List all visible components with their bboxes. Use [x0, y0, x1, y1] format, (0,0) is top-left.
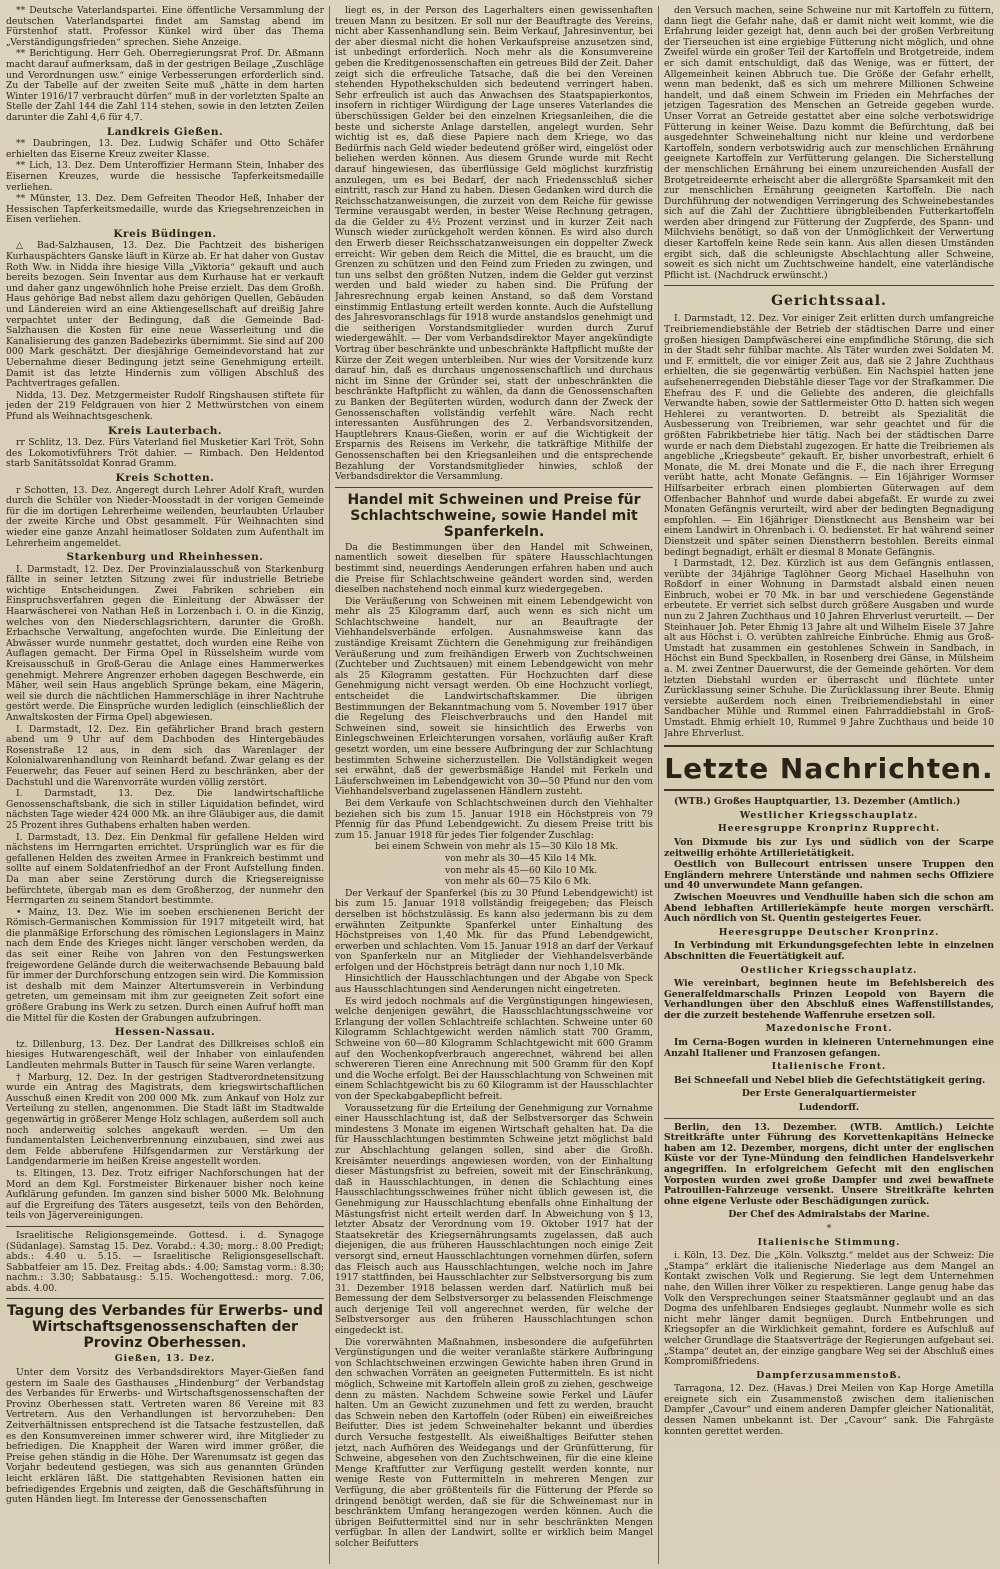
subheading-deutscher-kronprinz: Heeresgruppe Deutscher Kronprinz.: [718, 926, 940, 938]
article-verguenstigungen: Es wird jedoch nochmals auf die Vergünstigungen hingewiesen, welche denjenigen gewährt, die Hausschlachtungsschweine vor Erlangung der vollen Schlachtreife schlachten. Schweine unter 60 Kilogramm Schlachtgewicht werden nämlich statt 700 Gramm, Schweine von 60—80 Kilogramm Schlachtgewicht mit 600 Gramm auf den Wochenkopfverbrauch angerechnet, während bei allen schwereren Tieren eine Anrechnung mit 500 Gramm für den Kopf und die Woche erfolgt. Bei der Hausschlachtung von Schweinen mit einem Schlachtgewicht bis zu 60 Kilogramm ist der Hausschlachter von der Speckabgabepflicht befreit.: [335, 995, 653, 1102]
article-bad-salzhausen: △ Bad-Salzhausen, 13. Dez. Die Pachtzeit des bisherigen Kurhauspächters Ganske läuft in Kürze ab. Er hat daher von Gustav Roth Ww. in Nidda ihre hiesige Villa „Viktoria“ gekauft und auch bereits bezogen. Sein Inventar aus dem Kurhause hat er verkauft und daher ganz ungewöhnlich hohe Preise erzielt. Das dem Großh. Haus gehörige Bad nebst allem dazu gehörigen Quellen, Gebäuden und Ländereien wird an eine Aktiengesellschaft auf dreißig Jahre verpachtet unter der Bedingung, daß die Gemeinde Bad-Salzhausen die Kosten für eine neue Wasserleitung und die Kanalisierung des ganzen Badebezirks übernimmt. Sie sind auf 200 000 Mark geschätzt. Der diesjährige Gemeindevorstand hat zur Uebernahme dieser Bedingung jetzt seine Genehmigung erteilt. Damit ist das letzte Hindernis zum völligen Abschluß des Pachtvertrages gefallen.: [6, 240, 324, 390]
article-schweine-continued: den Versuch machen, seine Schweine nur mit Kartoffeln zu füttern, dann liegt die Gefahr nahe, daß er damit nicht weit kommt, wie die Erfahrung leider gezeigt hat, denn auch bei der großen Verbreitung der Tierseuchen ist eine ergiebige Fütterung nicht möglich, und ohne Zweifel würde ein großer Teil der Kartoffeln und Brotgetreide, indem er sich damit entschuldigt, daß das Wenige, was er füttert, der Allgemeinheit keinen Abbruch tue. Die Größe der Gefahr erhellt, wenn man bedenkt, daß es sich um mehrere Millionen Schweine handelt, und daß einem Schwein im Frieden ein Mehrfaches der jetzigen Tagesration des Menschen an Getreide gegeben wurde. Unser Vorrat an Getreide gestattet aber eine solche verbotswidrige Fütterung in keiner Weise. Dazu kommt die Befürchtung, daß bei ausgedehnter Schweinehaltung nicht nur kleine und verdorbene Kartoffeln, sondern verbotswidrig auch zur menschlichen Ernährung geeignete Kartoffeln zur Verfütterung gelangen. Die Sicherstellung der menschlichen Ernährung bei einem unzureichenden Ausfall der Brotgetreideernte erheischt aber die allergrößte Sparsamkeit mit den zur menschlichen Ernährung geeigneten Kartoffeln. Die nach Durchführung der notwendigen Verringerung des Schweinebestandes sich auf die Zahl der Zuchttiere übrigbleibenden Futterkartoffeln werden aber dringend zur Fütterung der Zugpferde, des Spann- und Milchviehs benötigt, so daß von der Unmöglichkeit der Verwertung dieser Kartoffeln keine Rede sein kann. Aus allen diesen Umständen ergibt sich, daß die schleunigste Abschlachtung aller Schweine, soweit es sich nicht um Zuchtschweine handelt, eine vaterländische Pflicht ist. (Nachdruck erwünscht.): [664, 6, 994, 281]
subheading-italienische-front: Italienische Front.: [771, 1061, 887, 1073]
report-cerna: Im Cerna-Bogen wurden in kleineren Unternehmungen eine Anzahl Italiener und Franzosen gefangen.: [664, 1037, 994, 1059]
article-schweine-hoechstpreis: Bei dem Verkaufe von Schlachtschweinen durch den Viehhalter beziehen sich bis zum 15. Januar 1918 ein Höchstpreis von 79 Pfennig für das Pfund Lebendgewicht. Zu diesem Preise tritt bis zum 15. Januar 1918 für jedes Tier folgender Zuschlag:: [335, 797, 653, 841]
article-lich: ** Lich, 13. Dez. Dem Unteroffizier Hermann Stein, Inhaber des Eisernen Kreuzes, wurde die hessische Tapferkeitsmedaille verliehen.: [6, 160, 324, 193]
article-tagung-body: Unter dem Vorsitz des Verbandsdirektors Mayer-Gießen fand gestern im Saale des Gasthauses „Hindenburg“ der Verbandstag des Verbandes für Erwerbs- und Wirtschaftsgenossenschaften der Provinz Oberhessen statt. Vertreten waren 86 Vereine mit 83 Vertretern. Aus den Verhandlungen ist hervorzuheben: Den Zeitverhältnissen entsprechend ist die Tatsache festzustellen, daß es den Konsumvereinen immer schwerer wird, ihre Mitglieder zu befriedigen. Die Knappheit der Waren wird immer größer, die Preise gehen ständig in die Höhe. Der Warenumsatz ist gegen das Vorjahr bedeutend gestiegen, was sich aus genannten Gründen leicht erklären läßt. Die stattgehabten Revisionen hatten ein befriedigendes Ergebnis und zeigten, daß die Geschäftsführung in guten Händen liegt. Im Interesse der Genossenschaften: [6, 1367, 324, 1506]
article-schweine-intro: Da die Bestimmungen über den Handel mit Schweinen, namentlich soweit dieselben für spätere Hausschlachtungen bestimmt sind, neuerdings Aenderungen erfahren haben und auch die Preise für Schlachtschweine geändert worden sind, werden dieselben nachstehend noch einmal kurz wiedergegeben.: [335, 541, 653, 596]
article-schotten: r Schotten, 13. Dez. Angeregt durch Lehrer Adolf Kraft, wurden durch die Schüler von Nieder-Moosstadt in der vorigen Gemeinde für die im dortigen Lehrerheime weilenden, beurlaubten Urlauber der zweite Kirche und Obst gesammelt. Für Weihnachten sind wieder eine ganze Anzahl heimatloser Soldaten zum Aufenthalt im Lehrerheim angemeldet.: [6, 484, 324, 549]
article-marburg: † Marburg, 12. Dez. In der gestrigen Stadtverordnetensitzung wurde ein Antrag des Magistrats, dem kriegswirtschaftlichen Ausschuß einen Kredit von 200 000 Mk. zum Ankauf von Holz zur Verteilung zu stellen, angenommen. Die Stadt läßt im Stadtwalde gegenwärtig in größerer Menge Holz schlagen, außerdem soll auch noch anderweitig solches angekauft werden. — Um den fundamentalsten Leichenverbrennung einzubauen, sind zwei aus dem Felde abberufene Hilfsgendarmen zur Verstärkung der Landgendarmerie im heißen Kreise angestellt worden.: [6, 1071, 324, 1168]
article-darmstadt-4: I. Darmstadt, 13. Dez. Ein Denkmal für gefallene Helden wird nächstens im Herrngarten errichtet. Ursprünglich war es für die gefallenen Helden des zweiten Armee in Frankreich bestimmt und sollte auf einem Soldatenfriedhof an der Front Aufstellung finden. Da man aber seine Zerstörung durch die Kriegsereignisse befürchtete, übergab man es dem Großherzog, der nunmehr den Herrngarten zu seinem Standort bestimmte.: [6, 831, 324, 907]
report-dixmude: Von Dixmude bis zur Lys und südlich von der Scarpe zeitweilig erhöhte Artillerietätigkeit.: [664, 836, 994, 859]
signature-title: Der Erste Generalquartiermeister: [741, 1088, 917, 1100]
price-row-3: von mehr als 45—60 Kilo 10 Mk.: [445, 864, 598, 876]
divider: [335, 487, 653, 488]
column-right: [664, 6, 994, 1564]
article-eltingen: ts. Eltingen, 13. Dez. Trotz eifriger Nachforschungen hat der Mord an dem Kgl. Forstmeister Birkenauer bisher noch keine Aufklärung gefunden. Im ganzen sind bisher 5000 Mk. Belohnung auf die Ergreifung des Täters ausgesetzt, teils von den Behörden, teils von Jägervereinigungen.: [6, 1167, 324, 1222]
article-muenster: ** Münster, 13. Dez. Dem Gefreiten Theodor Heß, Inhaber der Hessischen Tapferkeitsmedaille, wurde das Kriegsehrenzeichen in Eisen verliehen.: [6, 193, 324, 226]
article-dillenburg: tz. Dillenburg, 13. Dez. Der Landrat des Dillkreises schloß ein hiesiges Hutwarengeschäft, weil der Inhaber von einlaufenden Landleuten mehrmals Butter in Tausch für seine Waren verlangte.: [6, 1038, 324, 1071]
subheading-westlicher: Westlicher Kriegsschauplatz.: [739, 809, 919, 821]
article-voraussetzung: Voraussetzung für die Erteilung der Genehmigung zur Vornahme einer Hausschlachtung ist, daß der Selbstversorger das Schwein mindestens 3 Monate im eigenen Wirtschaft gehalten hat. Da die für Hausschlachtungen bestimmten Schweine jetzt möglichst bald zur Abschlachtung gelangen sollen, sind aber die Großh. Kreisämter neuerdings angewiesen worden, von der Einhaltung dieser Mästungsfrist zu befreien, soweit mit der Einschränkung, daß in Hausschlachtungen, in denen die Schlachtung eines Hausschlachtungsschweines früher nicht üblich gewesen ist, die Genehmigung zur Hausschlachtung ebenfalls ohne Einhaltung der Mästungsfrist nicht erteilt werden darf. In Abweichung von § 13, letzter Absatz der Verordnung vom 19. Oktober 1917 hat der Staatsekretär des Kriegsernährungsamts zugelassen, daß auch diejenigen, die aus früheren Hausschlachtungen noch einige Zeit versorgt sind, erneut Hausschlachtungen vornehmen dürfen, sofern das Fleisch auch aus Hausschlachtungen, welche noch im Jahre 1917 stattfinden, bei Hausschlachter zur Selbstversorgung bis zum 31. Dezember 1918 belassen werden darf. Natürlich muß bei Bemessung der dem Selbstversorger zu belassenden Fleischmenge auch derjenige Teil voll angerechnet werden, für welche der Selbstversorger aus den früheren Hausschlachtungen schon eingedeckt ist.: [335, 1102, 653, 1337]
price-row-2: von mehr als 30—45 Kilo 14 Mk.: [445, 852, 598, 864]
subheading-dampferzusammenstoss: Dampferzusammenstoß.: [756, 1369, 902, 1381]
section-heading-kreis-lauterbach: Kreis Lauterbach.: [107, 424, 223, 437]
subheading-oestlicher: Oestlicher Kriegsschauplatz.: [740, 964, 918, 976]
article-vaterlandspartei: ** Deutsche Vaterlandspartei. Eine öffentliche Versammlung der deutschen Vaterlandspartei findet am Samstag abend im Fürstenhof statt. Professor Künkel wird über das Thema „Verständigungsfrieden“ sprechen. Siehe Anzeige.: [6, 6, 324, 48]
divider: [6, 1298, 324, 1299]
article-darmstadt-2: I. Darmstadt, 12. Dez. Ein gefährlicher Brand brach gestern abend um 9 Uhr auf dem Dachboden des Hintergebäudes Rosenstraße 12 aus, in dem sich das Warenlager der Kolonialwarenhandlung von Reinhardt befand. Zwar gelang es der Feuerwehr, das Feuer auf seinen Herd zu beschränken, aber der Dachstuhl und die Warenvorräte wurden völlig zerstört.: [6, 723, 324, 788]
article-berichtigung: ** Berichtigung. Herr Geh. Oberregierungsrat Prof. Dr. Aßmann macht darauf aufmerksam, daß in der gestrigen Beilage „Zuschläge und Verordnungen usw.“ einige Verbesserungen erforderlich sind. Zu der Tabelle auf der zweiten Seite muß „hätte in dem harten Winter 1916/17 verbraucht dürfen“ muß in der vorletzten Spalte an Stelle der Zahl 144 die Zahl 114 stehen, sowie in den letzten Zeilen darunter die Zahl 4,6 für 4,7.: [6, 48, 324, 123]
price-row-4: von mehr als 60—75 Kilo 6 Mk.: [445, 876, 592, 888]
wtb-dateline: (WTB.) Großes Hauptquartier, 13. Dezember (Amtlich.): [674, 796, 961, 808]
article-darmstadt-1: I. Darmstadt, 12. Dez. Der Provinzialausschuß von Starkenburg fällte in seiner letzten Sitzung zwei für industrielle Betriebe wichtige Entscheidungen. Zwei Fabriken schrieben ein Einspruchsverfahren gegen die Einleitung der Abwässer der Haarwäscherei von Nathan Heß in Lorzenbach i. O. in die Kinzig, welches von den Niederschlagsrichtern, darunter die Großh. Erbachsche Verwaltung, angefochten wurde. Die Einleitung der Abwässer wurde nunmehr gestattet, doch wurden eine Reihe von Auflagen gemacht. Der Firma Opel in Rüsselsheim wurde vom Kreisausschuß in Groß-Gerau die Anlage eines Hammerwerkes genehmigt. Mehrere Angrenzer erhoben dagegen Beschwerde, ein Mäher, weil sein Haus angeblich Sprünge bekam, eine Mägerin, weil sie durch die nächtlichen Hammerschläge in ihrer Nachtruhe gestört werde. Die Einsprüche wurden lediglich (einschließlich der Anwaltskosten der Firma Opel) abgewiesen.: [6, 563, 324, 723]
section-heading-starkenburg: Starkenburg und Rheinhessen.: [66, 551, 264, 564]
report-bullecourt: Oestlich von Bullecourt entrissen unsere Truppen den Engländern mehrere Unterstände und nahmen sechs Offiziere und 40 unverwundete Mann gefangen.: [664, 859, 994, 892]
religious-notice: Israelitische Religionsgemeinde. Gottesd. i. d. Synagoge (Südanlage). Samstag 15. Dez. Vorabd.: 4.30; morg.: 8.00 Predigt; abds.: 4.40 u. 5.15. — Israelitische Religionsgesellschaft. Sabbatfeier am 15. Dez. Freitag abds.: 4.00; Samstag vorm.: 8.30; nachm.: 3.30; Sabbatausg.: 5.15. Wochengottesd.: morg. 7.06, abds. 4.00.: [6, 1229, 324, 1294]
article-schlitz: rr Schlitz, 13. Dez. Fürs Vaterland fiel Musketier Karl Tröt, Sohn des Lokomotivführers Tröt dahier. — Rimbach. Den Heldentod starb Sanitätssoldat Konrad Gramm.: [6, 437, 324, 470]
section-heading-hessen-nassau: Hessen-Nassau.: [114, 1026, 216, 1039]
section-heading-kreis-buedingen: Kreis Büdingen.: [113, 227, 217, 240]
subheading-mazedonische: Mazedonische Front.: [765, 1023, 893, 1035]
report-waffenstillstand: Wie vereinbart, beginnen heute im Befehlsbereich des Generalfeldmarschalls Prinzen Leopold von Bayern die Verhandlungen über den Abschluß eines Waffenstillstandes, der die zurzeit bestehende Waffenruhe ersetzen soll.: [664, 978, 994, 1021]
divider: [664, 1118, 994, 1119]
article-spanferkel: Der Verkauf der Spanferkel (bis zu 30 Pfund Lebendgewicht) ist bis zum 15. Januar 1918 vollständig freigegeben; das Fleisch derselben ist höchstzulässig. Es kann also jedermann bis zu dem erwähnten Zeitpunkte Spanferkel unter Einhaltung des Höchstpreises von 1,40 Mk. für das Pfund Lebendgewicht, erwerben und schlachten. Vom 15. Januar 1918 an darf der Verkauf von Spanferkeln nur an Mitglieder der Viehhandelsverbände erfolgen und der Höchstpreis beträgt dann nur noch 1,10 Mk.: [335, 887, 653, 973]
article-gericht-2: I Darmstadt, 12. Dez. Kürzlich ist aus dem Gefängnis entlassen, verübte der 34jährige Taglöhner Georg Michael Haselhuhn von Roßdorf in einer Wohnung in Darmstadt alsbald einen neuen Einbruch, wobei er 70 Mk. in bar und verschiedene Gegenstände erbeutete. Er verriet sich selbst durch größere Ausgaben und wurde nun zu 2 Jahren Zuchthaus und 10 Jahren Ehrverlust verurteilt. — Der Steinhauer Joh. Peter Ehmig 13 Jahre alt und Wilhelm Eisele 37 Jahre alt aus Höchst i. O. verübten zahlreiche Einbrüche. Ehmig aus Groß-Umstadt hat zusammen ein gestohlenes Schwein in Sandbach, in Höchst ein Bund Speckballen, in Rosenberg drei Gänse, in Mülsheim a. M. zwei Zentner Dauerwurst, die der Gemeinde gehörten. Vor dem letzten Diebstahl wurden er überrascht und flüchtete unter Zurücklassung seiner Schuhe. Die Zurücklassung ihrer Beute. Ehmig versiebte außerdem noch einen Treibriemendiebstahl in einer Sandbacher Mühle und Rummel einen Fahrraddiebstahl in Groß-Umstadt. Ehmig erhielt 10, Rummel 9 Jahre Zuchthaus und beide 10 Jahre Ehrverlust.: [664, 558, 994, 739]
report-schneefall: Bei Schneefall und Nebel blieb die Gefechtstätigkeit gering.: [674, 1074, 986, 1086]
headline-handel-schweinen: Handel mit Schweinen und Preise für Schlachtschweine, sowie Handel mit Spanferkeln.: [347, 491, 641, 540]
article-nidda: Nidda, 13. Dez. Metzgermeister Rudolf Ringshausen stiftete für jeden der 219 Feldgrauen von hier 2 Mettwürstchen von einem Pfund als Weihnachtsgeschenk.: [6, 389, 324, 422]
column-left: [6, 6, 324, 1564]
column-rule: [658, 6, 659, 1564]
headline-letzte-nachrichten: Letzte Nachrichten.: [664, 752, 994, 786]
section-heading-gerichtssaal: Gerichtssaal.: [771, 293, 887, 310]
column-middle: [335, 6, 653, 1564]
dateline: Gießen, 13. Dez.: [114, 1353, 216, 1365]
article-daubringen: ** Daubringen, 13. Dez. Ludwig Schäfer und Otto Schäfer erhielten das Eiserne Kreuz zweiter Klasse.: [6, 138, 324, 160]
signature-name: Ludendorff.: [798, 1102, 860, 1114]
report-moeuvres: Zwischen Moeuvres und Vendhuille haben sich die schon am Abend lebhaften Artilleriekämpfe heute morgen verschärft. Auch nördlich von St. Quentin gesteigertes Feuer.: [664, 891, 994, 925]
article-mainz: • Mainz, 13. Dez. Wie im soeben erschienenen Bericht der Römisch-Germanischen Kommission für 1917 mitgeteilt wird, hat die planmäßige Erforschung des römischen Legionslagers in Mainz nach dem Ende des Krieges nicht länger verschoben werden, da das seit einer Reihe von Jahren von den Festungswerken freigewordene Gelände durch die weiterwachsende Bebauung bald für immer der Durchforschung entzogen sein wird. Die Kommission ist deshalb mit dem Mainzer Altertumsverein in Verbindung getreten, um gemeinsam mit ihm zur geeigneten Zeit sofort eine größere Grabung ins Werk zu setzen. Durch einen Aufruf hofft man die Mittel für die Kosten der Grabungen aufzubringen.: [6, 906, 324, 1024]
signature-admiralstab: Der Chef des Admiralstabs der Marine.: [728, 1209, 930, 1221]
star-separator: *: [826, 1222, 832, 1234]
divider: [6, 1226, 324, 1227]
article-hausschlachtungen: Hinsichtlich der Hausschlachtungen und der Abgabe von Speck aus Hausschlachtungen sind Aenderungen nicht eingetreten.: [335, 973, 653, 996]
divider: [664, 285, 994, 286]
report-erkundung: In Verbindung mit Erkundungsgefechten lebte in einzelnen Abschnitten die Feuertätigkeit auf.: [664, 940, 994, 962]
report-tarragona: Tarragona, 12. Dez. (Havas.) Drei Meilen von Kap Horge Ametilla ereignete sich ein Zusammenstoß zwischen dem italienischen Dampfer „Cavour“ und einem anderen Dampfer gleicher Nationalität, dessen Namen unbekannt ist. Der „Cavour“ sank. Die Fahrgäste konnten gerettet werden.: [664, 1383, 994, 1437]
section-heading-landkreis-giessen: Landkreis Gießen.: [106, 125, 224, 138]
report-berlin: Berlin, den 13. Dezember. (WTB. Amtlich.) Leichte Streitkräfte unter Führung des Korvettenkapitäns Heinecke haben am 12. Dezember, morgens, dicht unter der englischen Küste vor der Tyne-Mündung den feindlichen Handelsverkehr angegriffen. In erfolgreichem Gefecht mit den englischen Vorposten wurden zwei große Dampfer und zwei bewaffnete Patrouillen-Fahrzeuge versenkt. Unsere Streitkräfte kehrten ohne eigene Verluste oder Beschädigungen zurück.: [664, 1121, 994, 1207]
headline-tagung-verband: Tagung des Verbandes für Erwerbs- und Wirtschaftsgenossenschaften der Provinz Oberhessen.: [6, 1303, 324, 1352]
report-koeln: i. Köln, 13. Dez. Die „Köln. Volksztg.“ meldet aus der Schweiz: Die „Stampa“ erklärt die italienische Niederlage aus dem Mangel an Kontakt zwischen Volk und Regierung. Sie legt dem Unternehmen nahe, den Willen ihrer Völker zu respektieren. Lange genug habe das Volk den Versprechungen seiner Staatsmänner geglaubt und an das Dogma des unfehlbaren Endsieges geglaubt. Nunmehr wolle es sich nicht mehr länger damit begnügen. Durch Entbehrungen und Kriegsopfer an die Wirklichkeit gemahnt, fordere es Aufschluß auf welcher Grundlage die Staatsverträge der Regierungen aufgebaut sei. „Stampa“ deutet an, der einzige gangbare Weg sei der Abschluß eines Kompromißfriedens.: [664, 1250, 994, 1368]
price-row-1: bei einem Schwein von mehr als 15—30 Kilo 18 Mk.: [375, 841, 619, 853]
section-heading-kreis-schotten: Kreis Schotten.: [115, 471, 215, 484]
subheading-rupprecht: Heeresgruppe Kronprinz Rupprecht.: [717, 823, 941, 835]
column-rule: [329, 6, 330, 1564]
article-massnahmen: Die vorerwähnten Maßnahmen, insbesondere die aufgeführten Vergünstigungen und die weiter veranlaßte stärkere Aufbringung von Schlachtschweinen erzwingen Gewichte haben ihren Grund in den schwachen Vorräten an geeigneten Futtermitteln. Es ist nicht möglich, Schweine mit Kartoffeln allein groß zu ziehen, geschweige denn zu mästen. Nachdem Schweine sowie Ferkel und Läufer halten. Um an Gewicht zuzunehmen und fett zu werden, braucht das Schwein neben den Kartoffeln (oder Rüben) ein eiweißreiches Beifutter. Dies ist jedem Schweinehalter bekannt und überdies durch Versuche festgestellt. Als eiweißhaltiges Beifutter stehen jetzt, nach Aufhören des Weidegangs und der Grünfütterung, für Schweine, abgesehen von den Zuchtschweinen, für die eine kleine Menge Kraftfutter zur Verfügung gestellt werden konnte, nur wenige Reste von Futtermitteln in mehreren Mengen zur Verfügung, die aber größtenteils für die Fütterung der Pferde so dringend benötigt werden, daß sie für die Schweinemast nur in beschränktem Umfang herangezogen werden können. Auch die übrigen Beifuttermittel sind nur in sehr beschränkten Mengen verfügbar. In allen der Landwirt, sollte er wirklich beim Mangel solcher Beifutters: [335, 1336, 653, 1549]
article-tagung-continued: liegt es, in der Person des Lagerhalters einen gewissenhaften treuen Mann zu besitzen. Er soll nur der Beauftragte des Vereins, nicht aber Kassenhandlung sein. Beim Verkauf, Jahresinventur, bei der aber diesmal nicht die hohen Verkaufspreise anzusetzen sind, ist unbedingt erforderlich. Noch mehr als die Konsumvereine geben die Kreditgenossenschaften ein getreues Bild der Zeit. Daher zeigt sich die erfreuliche Tatsache, daß die bei den Vereinen stehenden Hypothekschulden sich bedeutend verringert haben. Sehr erfreulich ist auch das Anwachsen des Staatspapierkontos, insofern in richtiger Würdigung der Lage unseres Vaterlandes die überschüssigen Gelder bei den einzelnen Kriegsanleihen, die die beste und sicherste Anlage darstellen, angelegt wurden. Sehr wichtig ist es, daß diese Papiere nach dem Kriege, wo das Bedürfnis nach Geld wieder bedeutend größer wird, eingelöst oder beliehen werden können. Aus diesem Grunde wurde mit Recht darauf hingewiesen, das überflüssige Geld möglichst kurzfristig anzulegen, um es bei Bedarf, der nach Friedensschluß sicher eintritt, rasch zur Hand zu haben. Diesen Gedanken wird durch die Reichsschatzanweisungen, die zurzeit von dem Reiche für gewisse Termine verausgabt werden, in bester Weise Rechnung getragen, da die Gelder zu 4½ Prozent verzinst und in kurzer Zeit nach Wunsch wieder zurückgeholt werden können. Es wird also durch den Erwerb dieser Reichsschatzanweisungen ein doppelter Zweck erreicht: Wir geben dem Reich die Mittel, die es braucht, um die Grenzen zu schützen und den Feind zum Frieden zu zwingen, und tun uns selbst den größten Nutzen, indem die Gelder gut verzinst werden und bald wieder zu haben sind. Die Prüfung der Jahresrechnung ergab keinen Anstand, so daß dem Vorstand einstimmig Entlastung erteilt werden konnte. Auch die Aufstellung des Jahresvoranschlags für 1918 wurde anstandslos genehmigt und die seitherigen Vorstandsmitglieder wurden durch Zuruf wiedergewählt. — Der vom Verbandsdirektor Mayer angekündigte Vortrag über beschränkte und unbeschränkte Haftpflicht mußte der Kürze der Zeit wegen unterbleiben. Nur wies der Vorsitzende kurz darauf hin, daß es durchaus ungenossenschaftlich und durchaus nicht im Sinne der Gründer sei, statt der unbeschränkten die beschränkte Haftpflicht zu wählen, da dann die Genossenschaften zu Banken der Begüterten würden, wodurch dann der Zweck der Genossenschaften vollständig verfehlt wäre. Nach recht interessanten Ausführungen des 2. Verbandsvorsitzenden, Hauptlehrers Knaus-Gießen, worin er auf die Wichtigkeit der Ersparnis des Reisens im Verkehr, die tatkräftige Mithilfe der Genossenschaften bei den Kriegsanleihen und die entsprechende Bezahlung der Vorstandsmitglieder hinwies, schloß der Verbandsdirektor die Versammlung.: [335, 6, 653, 483]
article-gericht-1: I. Darmstadt, 12. Dez. Vor einiger Zeit erlitten durch umfangreiche Treibriemendiebstähle der Betrieb der städtischen Darre und einer großen hiesigen Dampfwäscherei eine empfindliche Störung, die sich in der Stadt sehr fühlbar machte. Als Täter wurden zwei Soldaten M. und F. ermittelt, die vor einiger Zeit aus, daß sie 2 Jahre Zuchthaus erhielten, die sie gegenwärtig verbüßen. Ein Nachspiel hatten jene aufsehenerregenden Diebstähle dieser Tage vor der Strafkammer. Die Ehefrau des F. und die Geliebte des anderen, die gleichfalls Verwandte haben, sowie der Sattlermeister Otto D. hatten sich wegen Hehlerei zu verantworten. D. betreibt als Spezialität die Ausbesserung von Treibriemen, war sehr geachtet und für die größten Fabrikbetriebe hier tätig. Nach bei der städtischen Darre wurde er nach dem Diebstahl zugezogen. Er hatte die Treibriemen als angebliche „Kriegsbeute“ gekauft. Er, bisher unvorbestraft, erhielt 6 Monate, die M. drei Monate und die F., die nach ihrer Erregung verübt hatte, acht Monate Gefängnis. — Ein 16jähriger Wormser Hilfsarbeiter erbrach einen plombierten Güterwagen auf dem Offenbacher Bahnhof und wurde dabei abgefaßt. Er wurde zu zwei Monaten Gefängnis verurteilt, wird aber der bedingten Begnadigung empfohlen. — Ein 16jähriger Dienstknecht aus Bensheim war bei einem Landwirt in Ohrenbach i. O. bedienstet. Er hat während seiner Dienstzeit und später seinen Dienstherrn bestohlen. Bereits einmal bedingt begnadigt, erhält er diesmal 8 Monate Gefängnis.: [664, 313, 994, 558]
article-schweine-veraeusserung: Die Veräußerung von Schweinen mit einem Lebendgewicht von mehr als 25 Kilogramm darf, auch wenn es sich nicht um Schlachtschweine handelt, nur an Beauftragte der Viehhandelsverbände erfolgen. Ausnahmsweise kann das zuständige Kreisamt Züchtern die Genehmigung zur freihändigen Veräußerung und zum freihändigen Erwerb von Zuchtschweinen (Zuchteber und Zuchtsauen) mit einem Lebendgewicht von mehr als 25 Kilogramm gestatten. Für Hochzuchten darf diese Genehmigung nicht versagt werden. Ob eine Hochzucht vorliegt, entscheidet die Landwirtschaftskammer. Die übrigen Bestimmungen der Bekanntmachung vom 5. November 1917 über die Regelung des Fleischverbrauchs und den Handel mit Schweinen sind, soweit sie hinsichtlich des Erwerbs von Einlegschweinen Erleichterungen vorsahen, vorläufig außer Kraft gesetzt worden, um eine bessere Aufbringung der zur Schlachtung bestimmten Schweine sicherzustellen. Die Vollständigkeit wegen sei erwähnt, daß der gewerbsmäßige Handel mit Ferkeln und Läuferschweinen im Lebendgewicht von 30—50 Pfund nur den vom Viehhandelsverband zugelassenen Händlern zusteht.: [335, 595, 653, 798]
subheading-italienische-stimmung: Italienische Stimmung.: [757, 1236, 901, 1248]
latest-news-block: [664, 745, 994, 791]
article-darmstadt-3: I. Darmstadt, 13. Dez. Die landwirtschaftliche Genossenschaftsbank, die sich in stiller Liquidation befindet, wird nächsten Tage wieder 424 000 Mk. an ihre Gläubiger aus, die damit 25 Prozent ihres Guthabens erhalten haben werden.: [6, 788, 324, 831]
